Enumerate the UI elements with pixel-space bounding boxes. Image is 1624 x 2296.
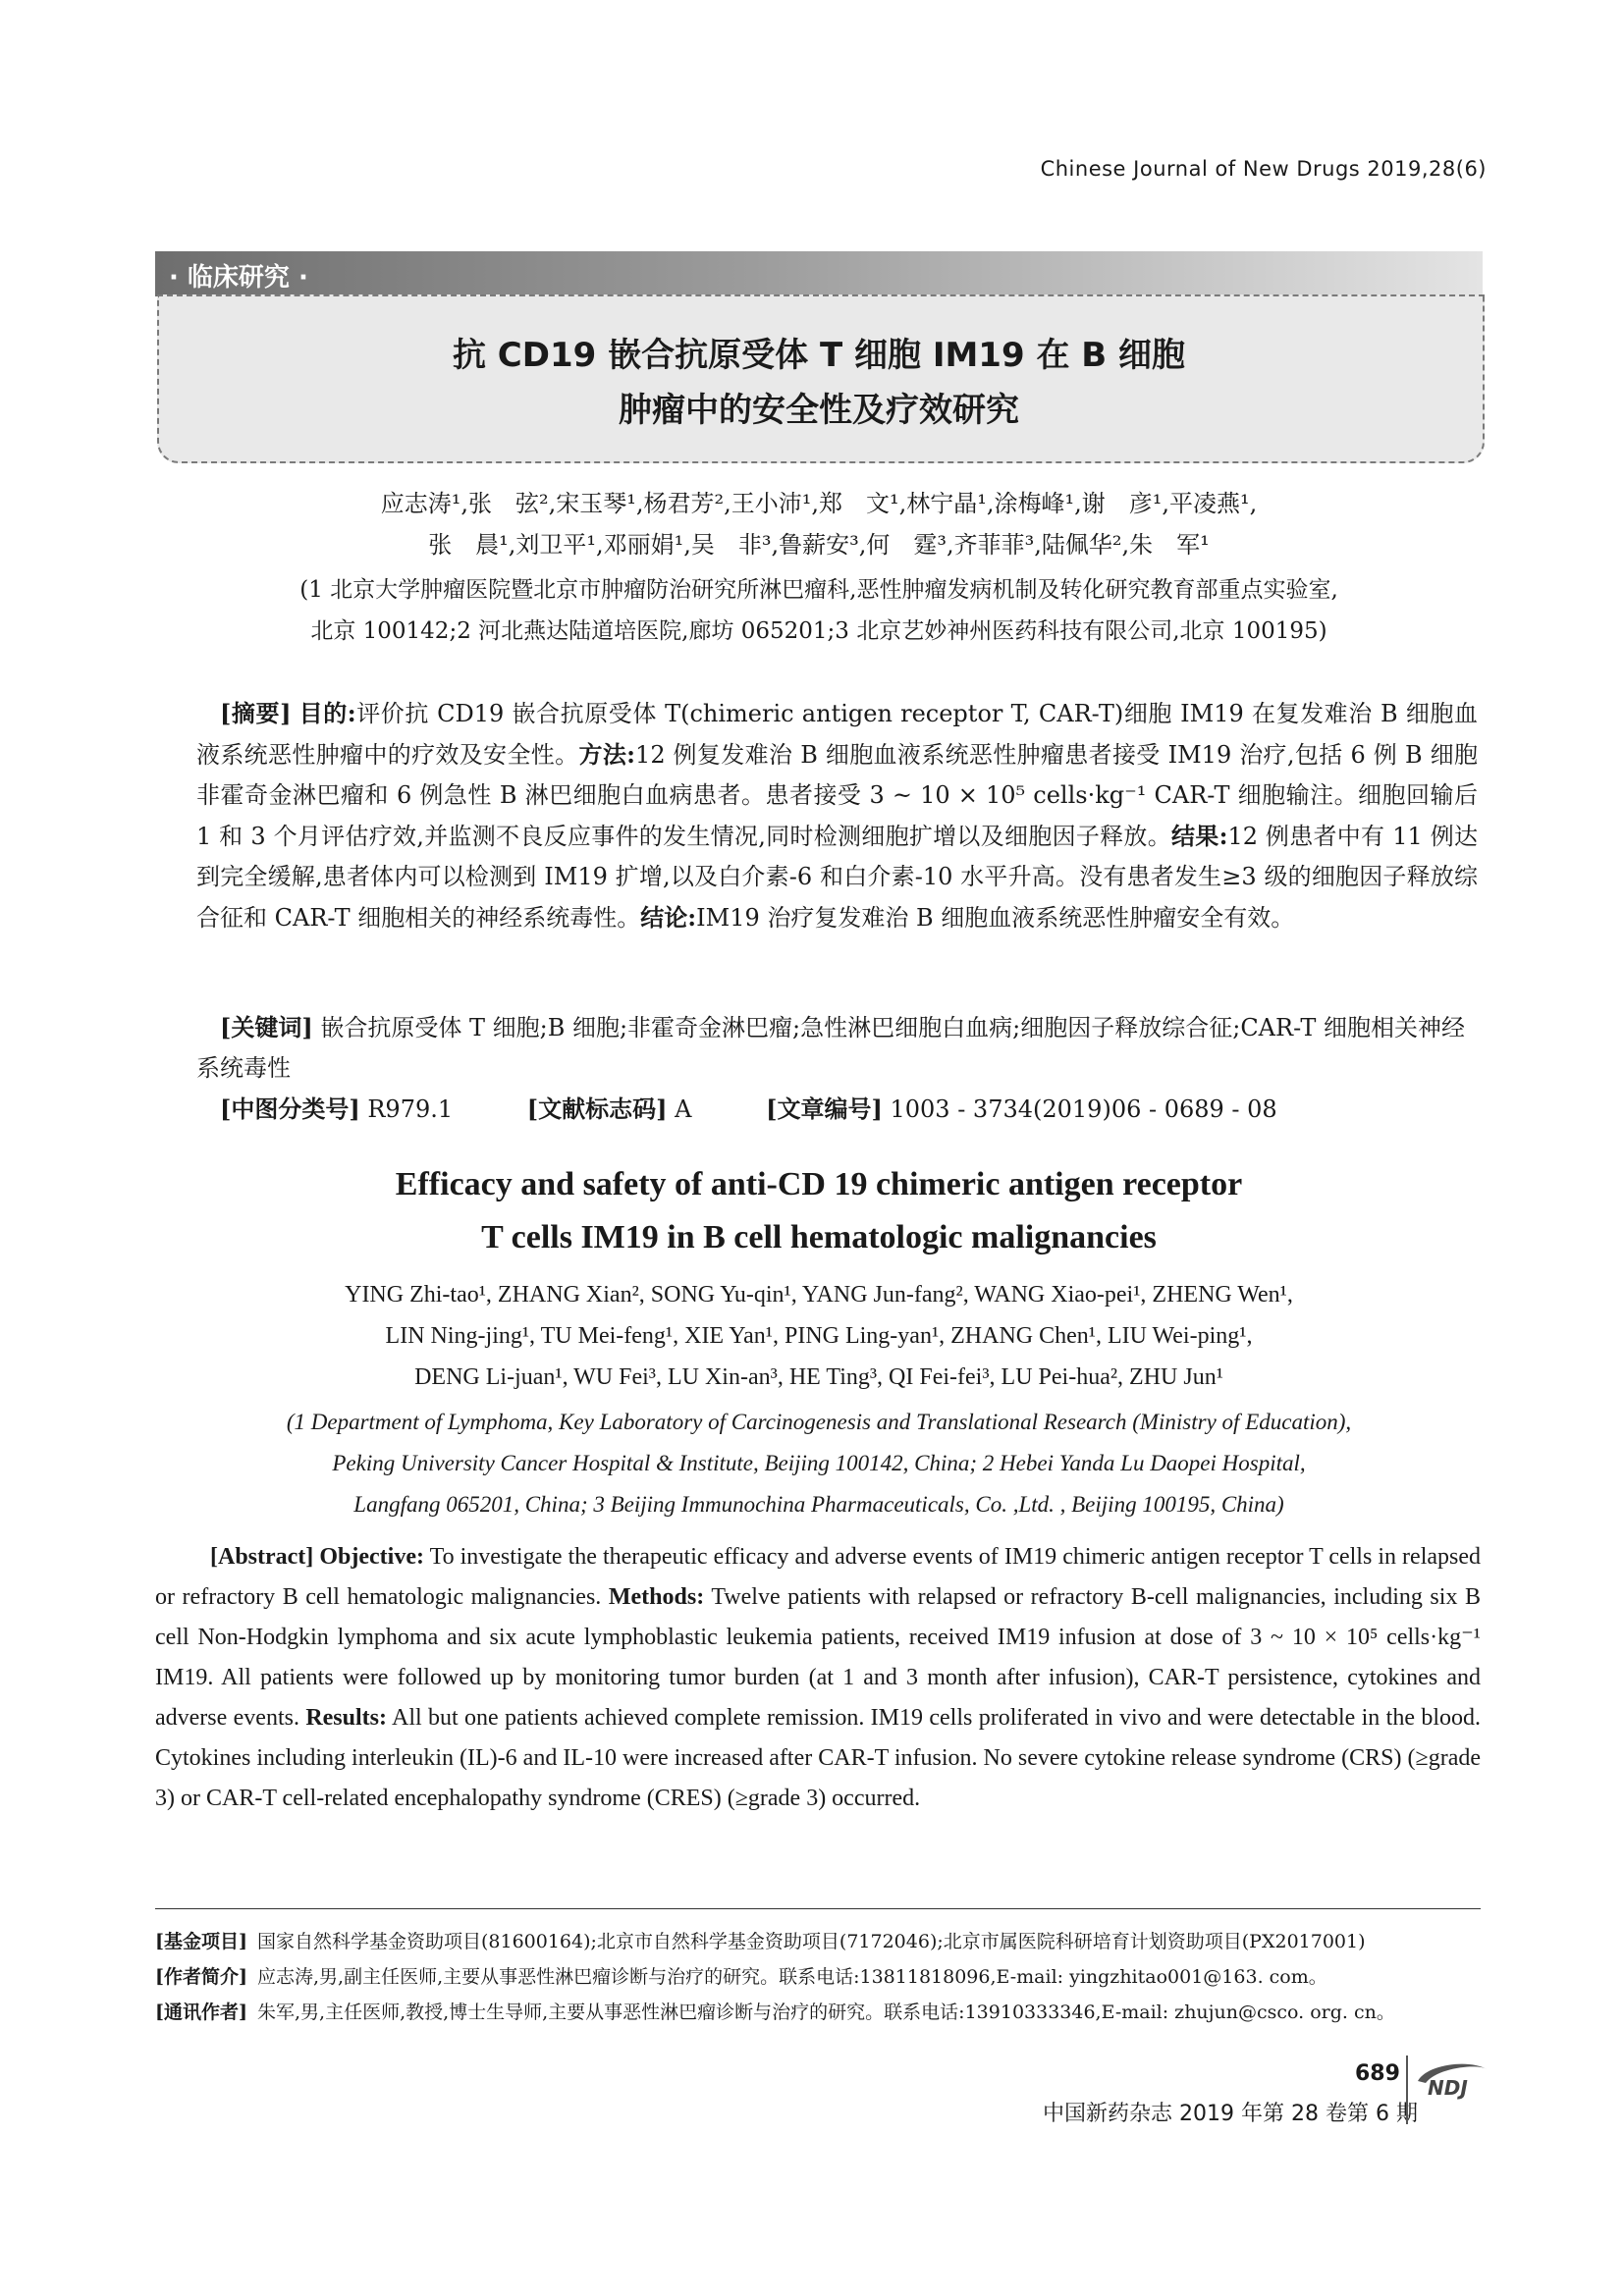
english-abstract (155, 1537, 1481, 1819)
chinese-affiliations (157, 569, 1481, 652)
keywords-label: [关键词] (220, 1013, 313, 1041)
chinese-authors-line-1: 应志涛¹,张 弦²,宋玉琴¹,杨君芳²,王小沛¹,郑 文¹,林宁晶¹,涂梅峰¹,谢 彦¹,平凌燕¹, (380, 490, 1258, 517)
chinese-title-line-2: 肿瘤中的安全性及疗效研究 (619, 391, 1019, 430)
author-bio-label: [作者简介] (155, 1966, 247, 1988)
chinese-title-line-1: 抗 CD19 嵌合抗原受体 T 细胞 IM19 在 B 细胞 (452, 336, 1186, 375)
chinese-keywords (196, 1007, 1478, 1089)
clc-value: R979.1 (367, 1095, 454, 1123)
footnotes (155, 1924, 1481, 2030)
english-affiliations-line-3: Langfang 065201, China; 3 Beijing Immunochina Pharmaceuticals, Co. ,Ltd. , Beijing 100195, China) (353, 1492, 1284, 1517)
objective-text: 评价抗 CD19 嵌合抗原受体 T(chimeric antigen receptor T, CAR-T)细胞 IM19 在复发难治 B 细胞血液系统恶性肿瘤中的疗效及安全性。 (196, 700, 1479, 769)
journal-logo-text: NDJ (1428, 2076, 1468, 2100)
english-title-line-1: Efficacy and safety of anti-CD 19 chimeric antigen receptor (395, 1166, 1243, 1202)
methods-text: 12 例复发难治 B 细胞血液系统恶性肿瘤患者接受 IM19 治疗,包括 6 例 B 细胞非霍奇金淋巴瘤和 6 例急性 B 淋巴细胞白血病患者。患者接受 3 ~ 10 × 10⁵ cells·kg⁻¹ CAR-T 细胞输注。细胞回输后 1 和 3 个月评估疗效,并监测不良反应事件的发生情况,同时检测细胞扩增以及细胞因子释放。 (196, 741, 1479, 850)
page-number: 689 (1355, 2061, 1400, 2086)
chinese-authors-line-2: 张 晨¹,刘卫平¹,邓丽娟¹,吴 非³,鲁薪安³,何 霆³,齐菲菲³,陆佩华²,朱 军¹ (428, 531, 1210, 559)
chinese-authors (157, 483, 1481, 565)
english-affiliations-line-1: (1 Department of Lymphoma, Key Laboratory of Carcinogenesis and Translational Research (Ministry of Education), (286, 1410, 1352, 1434)
english-authors-line-3: DENG Li-juan¹, WU Fei³, LU Xin-an³, HE Ting³, QI Fei-fei³, LU Pei-hua², ZHU Jun¹ (414, 1364, 1223, 1390)
funding-text: 国家自然科学基金资助项目(81600164);北京市自然科学基金资助项目(7172046);北京市属医院科研培育计划资助项目(PX2017001) (256, 1931, 1366, 1952)
english-methods-text: Twelve patients with relapsed or refractory B-cell malignancies, including six B cell Non-Hodgkin lymphoma and six acute lymphoblastic leukemia patients, received IM19 infusion at dose of 3 ~ 10 × 10⁵ cells·kg⁻¹ IM19. All patients were followed up by monitoring tumor burden (at 1 and 3 month after infusion), CAR-T persistence, cytokines and adverse events. (155, 1584, 1482, 1731)
english-title (157, 1158, 1481, 1264)
section-banner (155, 251, 1483, 296)
english-affiliations (157, 1402, 1481, 1525)
footnote-divider (155, 1908, 1481, 1909)
conclusion-label: 结论: (640, 903, 697, 932)
article-number-label: [文章编号] (766, 1095, 883, 1123)
keywords-text: 嵌合抗原受体 T 细胞;B 细胞;非霍奇金淋巴瘤;急性淋巴细胞白血病;细胞因子释放综合征;CAR-T 细胞相关神经系统毒性 (196, 1014, 1465, 1082)
english-affiliations-line-2: Peking University Cancer Hospital & Institute, Beijing 100142, China; 2 Hebei Yanda Lu Daopei Hospital, (332, 1451, 1306, 1475)
chinese-affiliations-line-1: (1 北京大学肿瘤医院暨北京市肿瘤防治研究所淋巴瘤科,恶性肿瘤发病机制及转化研究教育部重点实验室, (299, 577, 1338, 603)
chinese-abstract (196, 693, 1478, 938)
objective-label: 目的: (298, 699, 356, 727)
corresponding-author-label: [通讯作者] (155, 2002, 247, 2023)
english-title-line-2: T cells IM19 in B cell hematologic malignancies (481, 1219, 1157, 1255)
article-number-value: 1003 - 3734(2019)06 - 0689 - 08 (890, 1095, 1277, 1123)
journal-logo-icon (1414, 2057, 1492, 2101)
journal-header: Chinese Journal of New Drugs 2019,28(6) (1040, 157, 1487, 181)
abstract-label: [摘要] (220, 699, 292, 727)
corresponding-author-text: 朱军,男,主任医师,教授,博士生导师,主要从事恶性淋巴瘤诊断与治疗的研究。联系电话:13910333346,E-mail: zhujun@csco. org. cn。 (256, 2002, 1395, 2023)
chinese-affiliations-line-2: 北京 100142;2 河北燕达陆道培医院,廊坊 065201;3 北京艺妙神州医药科技有限公司,北京 100195) (310, 618, 1327, 644)
english-authors-line-2: LIN Ning-jing¹, TU Mei-feng¹, XIE Yan¹, PING Ling-yan¹, ZHANG Chen¹, LIU Wei-ping¹, (385, 1323, 1253, 1349)
footer-journal-name: 中国新药杂志 2019 年第 28 卷第 6 期 (1043, 2102, 1418, 2126)
author-bio-text: 应志涛,男,副主任医师,主要从事恶性淋巴瘤诊断与治疗的研究。联系电话:13811818096,E-mail: yingzhitao001@163. com。 (256, 1966, 1327, 1988)
methods-label: 方法: (578, 740, 636, 769)
conclusion-text: IM19 治疗复发难治 B 细胞血液系统恶性肿瘤安全有效。 (696, 904, 1295, 932)
english-authors-line-1: YING Zhi-tao¹, ZHANG Xian², SONG Yu-qin¹, YANG Jun-fang², WANG Xiao-pei¹, ZHENG Wen¹, (345, 1282, 1293, 1308)
funding-label: [基金项目] (155, 1931, 247, 1952)
english-objective-text: To investigate the therapeutic efficacy and adverse events of IM19 chimeric antigen receptor T cells in relapsed or refractory B cell hematologic malignancies. (155, 1544, 1482, 1610)
classification-line (220, 1090, 1344, 1124)
doc-code-label: [文献标志码] (526, 1095, 668, 1123)
english-results-text: All but one patients achieved complete remission. IM19 cells proliferated in vivo and were detectable in the blood. Cytokines including interleukin (IL)-6 and IL-10 were increased after CAR-T infusion. No severe cytokine release syndrome (CRS) (≥grade 3) or CAR-T cell-related encephalopathy syndrome (CRES) (≥grade 3) occurred. (155, 1705, 1481, 1811)
english-methods-label: Methods: (608, 1584, 705, 1610)
english-abstract-label: [Abstract] (210, 1544, 314, 1570)
english-authors (157, 1274, 1481, 1398)
footer-divider (1406, 2056, 1408, 2124)
results-label: 结果: (1171, 822, 1228, 850)
author-bio-footnote (155, 1959, 1481, 1995)
corresponding-author-footnote (155, 1995, 1481, 2030)
journal-logo (1414, 2057, 1492, 2105)
results-text: 12 例患者中有 11 例达到完全缓解,患者体内可以检测到 IM19 扩增,以及白介素-6 和白介素-10 水平升高。没有患者发生≥3 级的细胞因子释放综合征和 CAR-T 细胞相关的神经系统毒性。 (196, 823, 1478, 932)
funding-footnote (155, 1924, 1481, 1959)
doc-code-value: A (675, 1095, 692, 1123)
clc-label: [中图分类号] (220, 1095, 360, 1123)
chinese-title (157, 328, 1481, 438)
english-objective-label: Objective: (319, 1544, 424, 1570)
section-label: · 临床研究 · (169, 263, 308, 293)
english-results-label: Results: (305, 1705, 387, 1731)
